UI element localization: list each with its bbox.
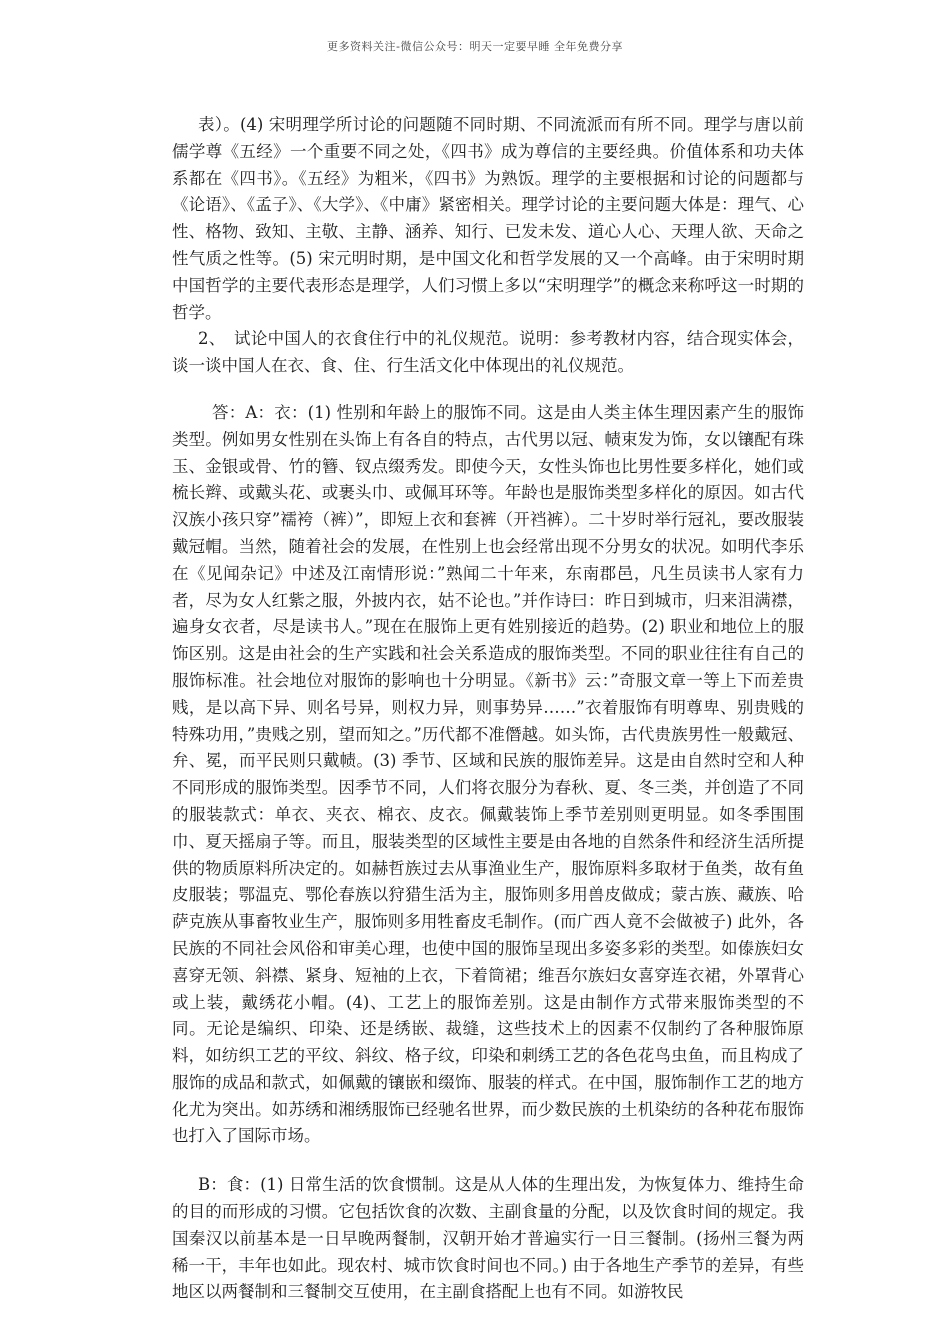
answer-b-food: B：食：(1) 日常生活的饮食惯制。这是从人体的生理出发，为恢复体力、维持生命的目的而形成的习惯。它包括饮食的次数、主副食量的分配，以及饮食时间的规定。我国秦汉以前基本是一日早晚两餐制，汉朝开始才普遍实行一日三餐制。(扬州三餐为两稀一干，丰年也如此。现农村、城市饮食时间也不同。) 由于各地生产季节的差异，有些地区以两餐制和三餐制交互使用，在主副食搭配上也有不同。如游牧民 bbox=[172, 1175, 804, 1302]
question-2: 2、 试论中国人的衣食住行中的礼仪规范。说明：参考教材内容，结合现实体会，谈一谈中国人在衣、食、住、行生活文化中体现出的礼仪规范。 bbox=[172, 329, 804, 376]
document-body bbox=[172, 112, 804, 1306]
page-header: 更多资料关注-微信公众号：明天一定要早睡 全年免费分享 bbox=[327, 40, 623, 53]
paragraph-neo-confucianism: 表）。(4) 宋明理学所讨论的问题随不同时期、不同流派而有所不同。理学与唐以前儒学尊《五经》一个重要不同之处，《四书》成为尊信的主要经典。价值体系和功夫体系都在《四书》。《五经》为粗米，《四书》为熟饭。理学的主要根据和讨论的问题都与《论语》、《孟子》、《大学》、《中庸》紧密相关。理学讨论的主要问题大体是：理气、心性、格物、致知、主敬、主静、涵养、知行、已发未发、道心人心、天理人欲、天命之性气质之性等。(5) 宋元明时期，是中国文化和哲学发展的又一个高峰。由于宋明时期中国哲学的主要代表形态是理学，人们习惯上多以“宋明理学”的概念来称呼这一时期的哲学。 bbox=[172, 115, 804, 322]
answer-a-clothing: 答：A：衣：(1) 性别和年龄上的服饰不同。这是由人类主体生理因素产生的服饰类型。例如男女性别在头饰上有各自的特点，古代男以冠、帻束发为饰，女以镶配有珠玉、金银或骨、竹的簪、钗点缀秀发。即使今天，女性头饰也比男性要多样化，她们或梳长辫、或戴头花、或裹头巾、或佩耳环等。年龄也是服饰类型多样化的原因。如古代汉族小孩只穿”襦袴（裤）”，即短上衣和套裤（开裆裤）。二十岁时举行冠礼，要改服装戴冠帽。当然，随着社会的发展，在性别上也会经常出现不分男女的状况。如明代李乐在《见闻杂记》中述及江南情形说：”熟闻二十年来，东南郡邑，凡生员读书人家有力者，尽为女人红紫之服，外披内衣，姑不论也。”并作诗曰：昨日到城市，归来泪满襟，遍身女衣者，尽是读书人。”现在在服饰上更有姓别接近的趋势。(2) 职业和地位上的服饰区别。这是由社会的生产实践和社会关系造成的服饰类型。不同的职业往往有自己的服饰标准。社会地位对服饰的影响也十分明显。《新书》云：”奇服文章一等上下而差贵贱，是以高下异、则名号异，则权力异，则事势异……”衣着服饰有明尊卑、别贵贱的特殊功用，”贵贱之别，望而知之。”历代都不准僭越。如头饰，古代贵族男性一般戴冠、弁、冕，而平民则只戴帻。(3) 季节、区域和民族的服饰差异。这是由自然时空和人种不同形成的服饰类型。因季节不同，人们将衣服分为春秋、夏、冬三类，并创造了不同的服装款式：单衣、夹衣、棉衣、皮衣。佩戴装饰上季节差别则更明显。如冬季围围巾、夏天摇扇子等。而且，服装类型的区域性主要是由各地的自然条件和经济生活所提供的物质原料所决定的。如赫哲族过去从事渔业生产，服饰原料多取材于鱼类，故有鱼皮服装；鄂温克、鄂伦春族以狩猎生活为主，服饰则多用兽皮做成；蒙古族、藏族、哈萨克族从事畜牧业生产，服饰则多用牲畜皮毛制作。(而广西人竟不会做被子) 此外，各民族的不同社会风俗和审美心理，也使中国的服饰呈现出多姿多彩的类型。如傣族妇女喜穿无领、斜襟、紧身、短袖的上衣，下着筒裙；维吾尔族妇女喜穿连衣裙，外罩背心或上装，戴绣花小帽。(4)、工艺上的服饰差别。这是由制作方式带来服饰类型的不同。无论是编织、印染、还是绣嵌、裁缝，这些技术上的因素不仅制约了各种服饰原料，如纺织工艺的平纹、斜纹、格子纹，印染和刺绣工艺的各色花鸟虫鱼，而且构成了服饰的成品和款式，如佩戴的镶嵌和缀饰、服装的样式。在中国，服饰制作工艺的地方化尤为突出。如苏绣和湘绣服饰已经驰名世界，而少数民族的土机染纺的各种花布服饰也打入了国际市场。 bbox=[172, 402, 804, 1146]
